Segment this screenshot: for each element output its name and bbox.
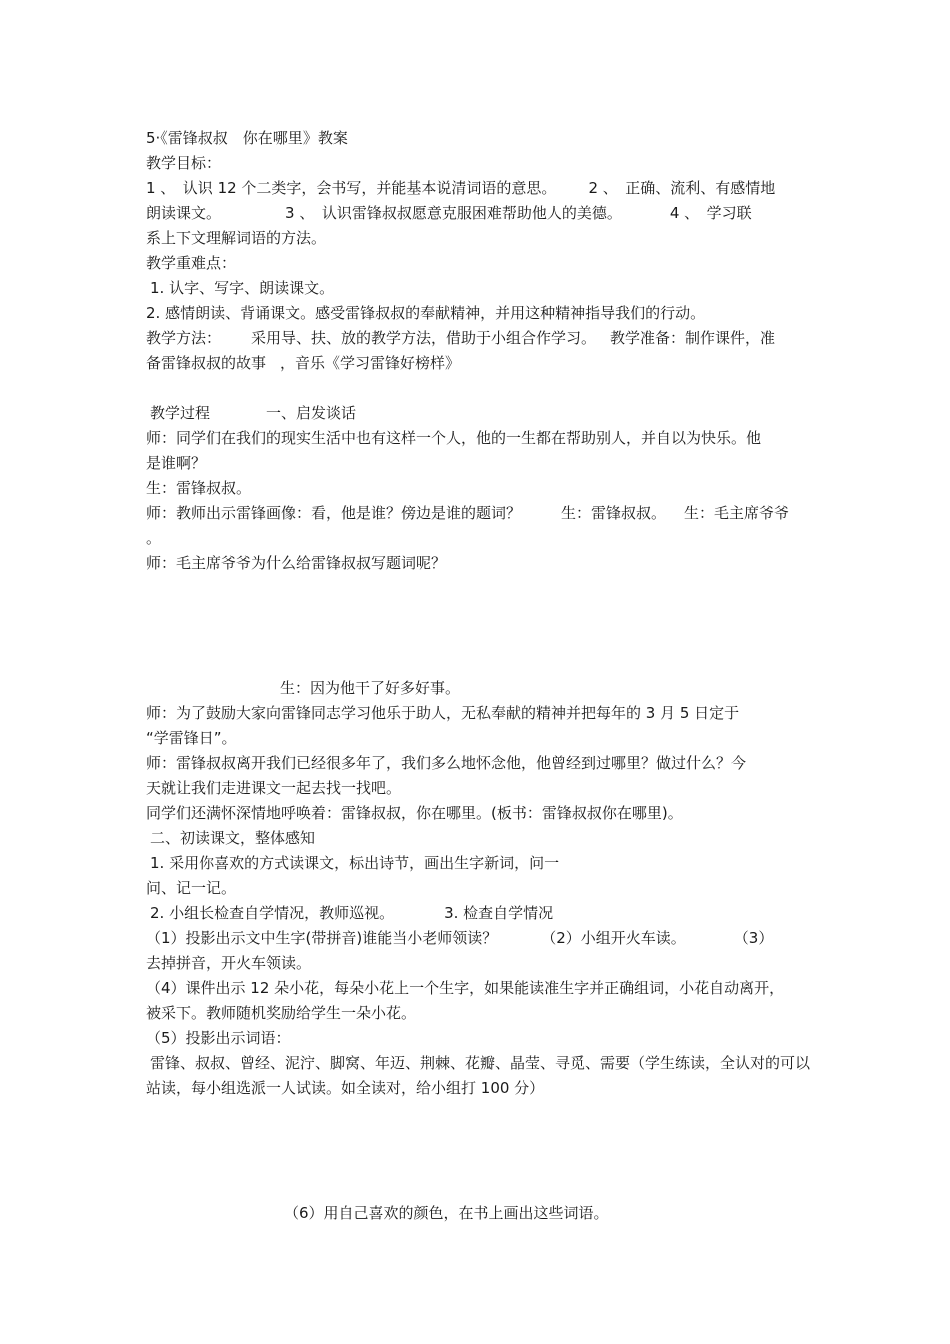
- prep-cont-a: 备雷锋叔叔的故事: [146, 354, 267, 372]
- reading-sub-3a: （3）: [733, 929, 774, 947]
- section-1-heading: 一、启发谈话: [266, 404, 357, 422]
- doc-title: 5·《雷锋叔叔 你在哪里》教案: [146, 129, 348, 147]
- reading-sub-4b: 被采下。教师随机奖励给学生一朵小花。: [146, 1004, 417, 1022]
- reading-step-1a: 1. 采用你喜欢的方式读课文，标出诗节，画出生字新词，问一: [150, 854, 560, 872]
- teacher-line-3: 师：毛主席爷爷为什么给雷锋叔叔写题词呢？: [146, 554, 447, 572]
- teacher-line-5b: 天就让我们走进课文一起去找一找吧。: [146, 779, 402, 797]
- class-line-6: 同学们还满怀深情地呼唤着：雷锋叔叔，你在哪里。(板书：雷锋叔叔你在哪里)。: [146, 804, 683, 822]
- teacher-line-1b: 是谁啊？: [146, 454, 207, 472]
- reading-sub-4a: （4）课件出示 12 朵小花，每朵小花上一个生字，如果能读准生字并正确组词，小花自动离开，: [146, 979, 785, 997]
- goal-4a: 4 、 学习联: [669, 204, 752, 222]
- period-mark: 。: [146, 529, 162, 547]
- teacher-line-4b: “学雷锋日”。: [146, 729, 237, 747]
- process-label: 教学过程: [150, 404, 211, 422]
- reading-step-2: 2. 小组长检查自学情况，教师巡视。: [150, 904, 395, 922]
- key-1: 1. 认字、写字、朗读课文。: [150, 279, 335, 297]
- teacher-line-1a: 师：同学们在我们的现实生活中也有这样一个人，他的一生都在帮助别人，并自以为快乐。他: [146, 429, 762, 447]
- word-list-line-b: 站读，每小组选派一人试读。如全读对，给小组打 100 分）: [146, 1079, 545, 1097]
- word-list-line-a: 雷锋、叔叔、曾经、泥泞、脚窝、年迈、荆棘、花瓣、晶莹、寻觅、需要（学生练读，全认对的可以: [150, 1054, 811, 1072]
- reading-sub-6: （6）用自己喜欢的颜色，在书上画出这些词语。: [284, 1204, 609, 1222]
- key-heading: 教学重难点：: [146, 254, 237, 272]
- reading-sub-line-1: [146, 928, 773, 948]
- student-line-1: 生：雷锋叔叔。: [146, 479, 252, 497]
- teacher-2-text: 师：教师出示雷锋画像：看，他是谁？傍边是谁的题词？: [146, 504, 522, 522]
- key-2: 2. 感情朗读、背诵课文。感受雷锋叔叔的奉献精神，并用这种精神指导我们的行动。: [146, 304, 706, 322]
- reading-steps-2-3: [150, 903, 553, 923]
- goal-2b: 朗读课文。: [146, 204, 222, 222]
- reading-sub-3b: 去掉拼音，开火车领读。: [146, 954, 312, 972]
- method-text: 采用导、扶、放的教学方法，借助于小组合作学习。: [251, 329, 597, 347]
- prep-text: 教学准备：制作课件，准: [610, 329, 776, 347]
- goals-heading: 教学目标：: [146, 154, 222, 172]
- goal-2a: 2 、 正确、流利、有感情地: [588, 179, 776, 197]
- goals-line-2: [146, 203, 752, 223]
- reading-sub-5: （5）投影出示词语：: [146, 1029, 291, 1047]
- goal-3: 3 、 认识雷锋叔叔愿意克服困难帮助他人的美德。: [285, 204, 622, 222]
- student-2-text: 生：雷锋叔叔。: [561, 504, 667, 522]
- section-2-heading: 二、初读课文，整体感知: [150, 829, 316, 847]
- method-line: [146, 328, 775, 348]
- reading-step-1b: 问、记一记。: [146, 879, 237, 897]
- prep-cont-b: ，音乐《学习雷锋好榜样》: [280, 354, 461, 372]
- reading-sub-2: （2）小组开火车读。: [541, 929, 686, 947]
- goal-1: 1 、 认识 12 个二类字，会书写，并能基本说清词语的意思。: [146, 179, 557, 197]
- goals-line-1: [146, 178, 775, 198]
- teacher-line-4a: 师：为了鼓励大家向雷锋同志学习他乐于助人，无私奉献的精神并把每年的 3 月 5 日定于: [146, 704, 740, 722]
- teacher-line-5a: 师：雷锋叔叔离开我们已经很多年了，我们多么地怀念他，他曾经到过哪里？做过什么？今: [146, 754, 747, 772]
- reading-step-3: 3. 检查自学情况: [444, 904, 554, 922]
- reading-sub-1: （1）投影出示文中生字(带拼音)谁能当小老师领读？: [146, 929, 498, 947]
- teacher-line-2: [146, 503, 789, 523]
- goal-4b: 系上下文理解词语的方法。: [146, 229, 327, 247]
- prep-line: [146, 353, 460, 373]
- student-line-4: 生：因为他干了好多好事。: [280, 679, 461, 697]
- process-line: [150, 403, 356, 423]
- student-3-text: 生：毛主席爷爷: [684, 504, 790, 522]
- method-label: 教学方法：: [146, 329, 222, 347]
